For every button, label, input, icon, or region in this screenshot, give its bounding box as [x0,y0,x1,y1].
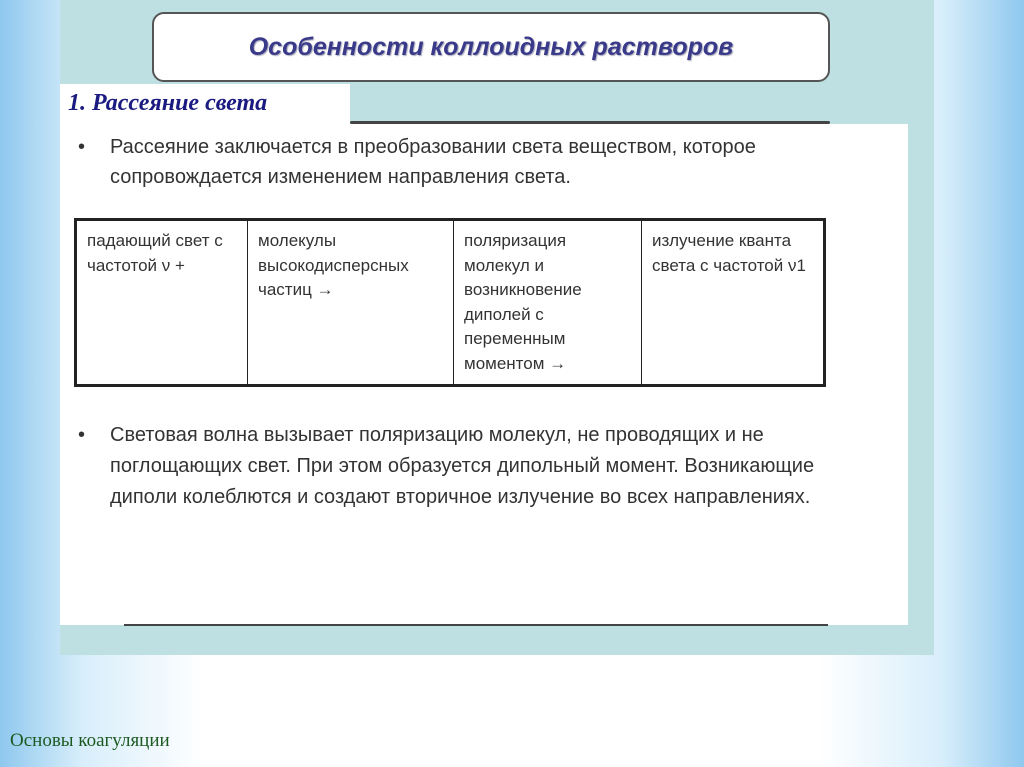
bullet: • [78,136,86,158]
table-cell: молекулы высокодисперсных частиц → [248,220,454,386]
title-text: Особенности коллоидных растворов [248,32,734,61]
divider-top [350,121,830,124]
paragraph-1-text: Рассеяние заключается в преобразовании света веществом, которое сопровождается изменением направления света. [110,136,756,188]
table-row [76,220,825,386]
table-cell: поляризация молекул и возникновение диполей с переменным моментом → [454,220,642,386]
divider-bottom [124,624,828,626]
slide-title [152,12,830,82]
paragraph-2-text: Световая волна вызывает поляризацию молекул, не проводящих и не поглощающих свет. При этом образуется дипольный момент. Возникающие диполи колеблются и создают вторичное излучение во всех направлениях. [110,424,815,508]
scattering-table [74,218,826,387]
section-heading [60,84,350,124]
bullet: • [78,424,86,446]
table-cell: падающий свет с частотой ν + [76,220,248,386]
paragraph-1 [78,132,798,192]
table-cell: излучение кванта света с частотой ν1 [642,220,825,386]
footer-text: Основы коагуляции [10,730,170,751]
paragraph-2 [78,420,838,513]
section-heading-text: 1. Рассеяние света [68,90,268,116]
